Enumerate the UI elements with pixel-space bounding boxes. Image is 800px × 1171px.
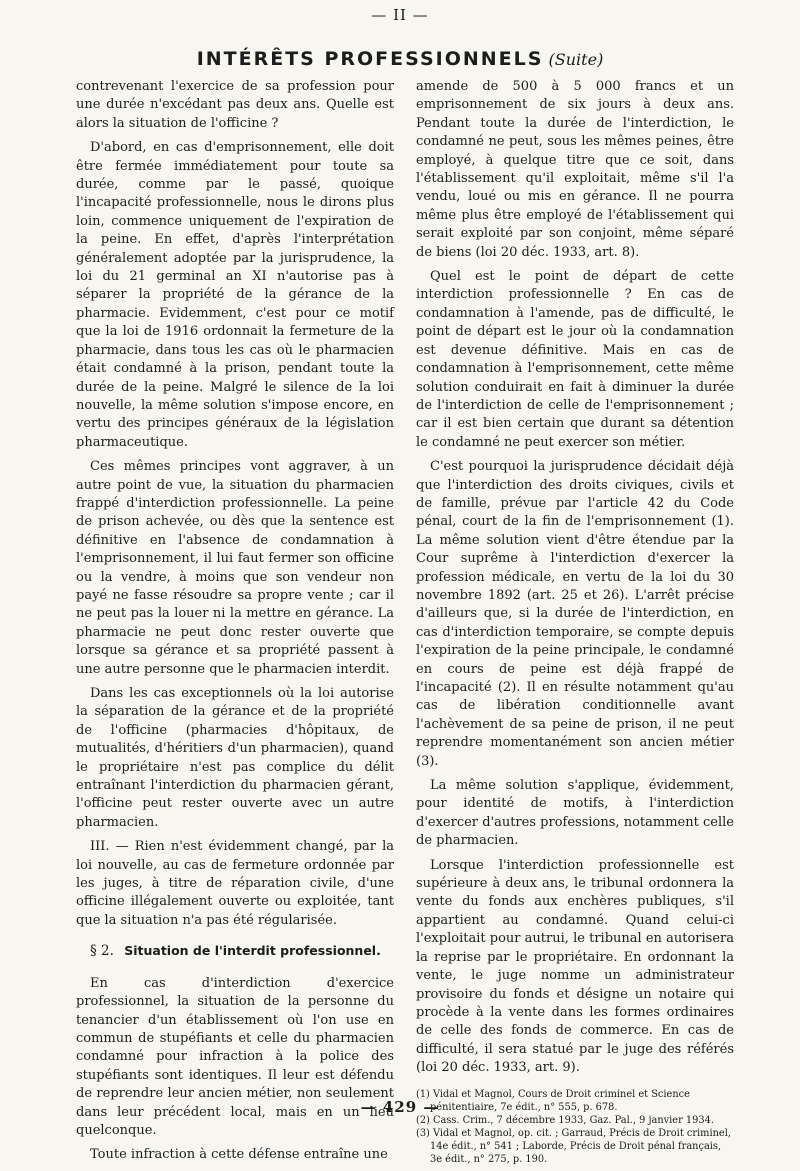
paragraph: D'abord, en cas d'emprisonnement, elle doit être fermée immédiatement pour toute sa durée, comme par le passé, quoique l'incapacité professionnelle, nous le dirons plus loin, commence uniquement de l'expiration de la peine. En effet, d'après l'interprétation généralement adoptée par la jurisprudence, la loi du 21 germinal an XI n'autorise pas à séparer la propriété de la gérance de la pharmacie. Evidemment, c'est pour ce motif que la loi de 1916 ordonnait la fermeture de la pharmacie, dans tous les cas où le pharmacien était condamné à la prison, pendant toute la durée de la peine. Malgré le silence de la loi nouvelle, la même solution s'impose encore, en vertu des principes généraux de la législation pharmaceutique. xyxy=(76,140,394,450)
page-number: — 429 — xyxy=(360,1098,440,1116)
paragraph: III. — Rien n'est évidemment changé, par la loi nouvelle, au cas de fermeture ordonnée par les juges, à titre de réparation civile, d'une officine illégalement ouverte ou exploitée, tant que la situation n'a pas été régularisée. xyxy=(76,839,394,928)
footnote: (2) Cass. Crim., 7 décembre 1933, Gaz. Pal., 9 janvier 1934. xyxy=(416,1114,714,1126)
paragraph: amende de 500 à 5 000 francs et un emprisonnement de six jours à deux ans. Pendant toute la durée de l'interdiction, le condamné ne peut, sous les mêmes peines, être employé, à quelque titre que ce soit, dans l'établissement qu'il exploitait, même s'il l'a vendu, loué ou mis en gérance. Il ne pourra même plus être employé de l'établissement qui serait exploité par son conjoint, même séparé de biens (loi 20 déc. 1933, art. 8). xyxy=(416,79,734,260)
right-column xyxy=(416,78,734,1166)
paragraph: Ces mêmes principes vont aggraver, à un autre point de vue, la situation du pharmacien frappé d'interdiction professionnelle. La peine de prison achevée, ou dès que la sentence est définitive en l'absence de condamnation à l'emprisonnement, il lui faut fermer son officine ou la vendre, à moins que son vendeur non payé ne fasse résoudre sa propre vente ; car il ne peut pas la louer ni la mettre en gérance. La pharmacie ne peut donc rester ouverte que lorsque sa gérance et sa propriété passent à une autre personne que le pharmacien interdit. xyxy=(76,459,394,677)
paragraph: contrevenant l'exercice de sa profession pour une durée n'excédant pas deux ans. Quelle est alors la situation de l'officine ? xyxy=(76,79,394,131)
paragraph: Lorsque l'interdiction professionnelle est supérieure à deux ans, le tribunal ordonnera la vente du fonds aux enchères publiques, s'il appartient au condamné. Quand celui-ci l'exploitait pour autrui, le tribunal en autorisera la reprise par le propriétaire. En ordonnant la vente, le juge nomme un administrateur provisoire du fonds et désigne un notaire qui procède à la vente dans les formes ordinaires de celle des fonds de commerce. En cas de difficulté, il sera statué par le juge des référés (loi 20 déc. 1933, art. 9). xyxy=(416,857,734,1076)
paragraph: La même solution s'applique, évidemment, pour identité de motifs, à l'interdiction d'exercer d'autres professions, notamment celle de pharmacien. xyxy=(416,778,734,849)
paragraph: Toute infraction à cette défense entraîne une xyxy=(90,1147,388,1163)
section-heading xyxy=(76,942,394,960)
top-page-marker: — II — xyxy=(371,6,429,24)
paragraph: Quel est le point de départ de cette interdiction professionnelle ? En cas de condamnation à l'amende, pas de difficulté, le point de départ est le jour où la condamnation est devenue définitive. Mais en cas de condamnation à l'emprisonnement, cette même solution conduirait en fait à diminuer la durée de l'interdiction de celle de l'emprisonnement ; car il est bien certain que durant sa détention le condamné ne peut exercer son métier. xyxy=(416,269,734,450)
paragraph: C'est pourquoi la jurisprudence décidait déjà que l'interdiction des droits civiques, civils et de famille, prévue par l'article 42 du Code pénal, court de la fin de l'emprisonnement (1). La même solution vient d'être étendue par la Cour suprême à l'interdiction d'exercer la profession médicale, en vertu de la loi du 30 novembre 1892 (art. 25 et 26). L'arrêt précise d'ailleurs que, si la durée de l'interdiction, en cas d'interdiction temporaire, se compte depuis l'expiration de la peine principale, le condamné en cours de peine est déjà frappé de l'incapacité (2). Il en résulte notamment qu'au cas de libération conditionnelle avant l'achèvement de sa peine de prison, il ne peut reprendre momentanément son ancien métier (3). xyxy=(416,459,734,769)
section-heading-title: Situation de l'interdit professionnel. xyxy=(124,943,381,959)
continued-label: (Suite) xyxy=(548,50,604,69)
paragraph: Dans les cas exceptionnels où la loi autorise la séparation de la gérance et de la propriété de l'officine (pharmacies d'hôpitaux, de mutualités, d'héritiers d'un pharmacien), quand le propriétaire n'est pas complice du délit entraînant l'interdiction du pharmacien gérant, l'officine peut rester ouverte avec un autre pharmacien. xyxy=(76,686,394,830)
footnote: (3) Vidal et Magnol, op. cit. ; Garraud, Précis de Droit criminel, 14e édit., n° 541 ; Laborde, Précis de Droit pénal français, 3e édit., n° 275, p. 190. xyxy=(416,1127,731,1165)
section-number: § 2. xyxy=(90,943,114,960)
paragraph: En cas d'interdiction d'exercice professionnel, la situation de la personne du tenancier d'un établissement où l'on use en commun de stupéfiants et celle du pharmacien condamné pour infraction à la police des stupéfiants sont identiques. Il leur est défendu de reprendre leur ancien métier, non seulement dans leur précédent local, mais en un lieu quelconque. xyxy=(76,975,394,1138)
section-title: INTÉRÊTS PROFESSIONNELS xyxy=(196,48,544,70)
page-header xyxy=(0,48,800,70)
left-column xyxy=(76,78,394,1171)
footnote: (1) Vidal et Magnol, Cours de Droit criminel et Science pénitentiaire, 7e édit., n° 555, p. 678. xyxy=(416,1088,690,1113)
